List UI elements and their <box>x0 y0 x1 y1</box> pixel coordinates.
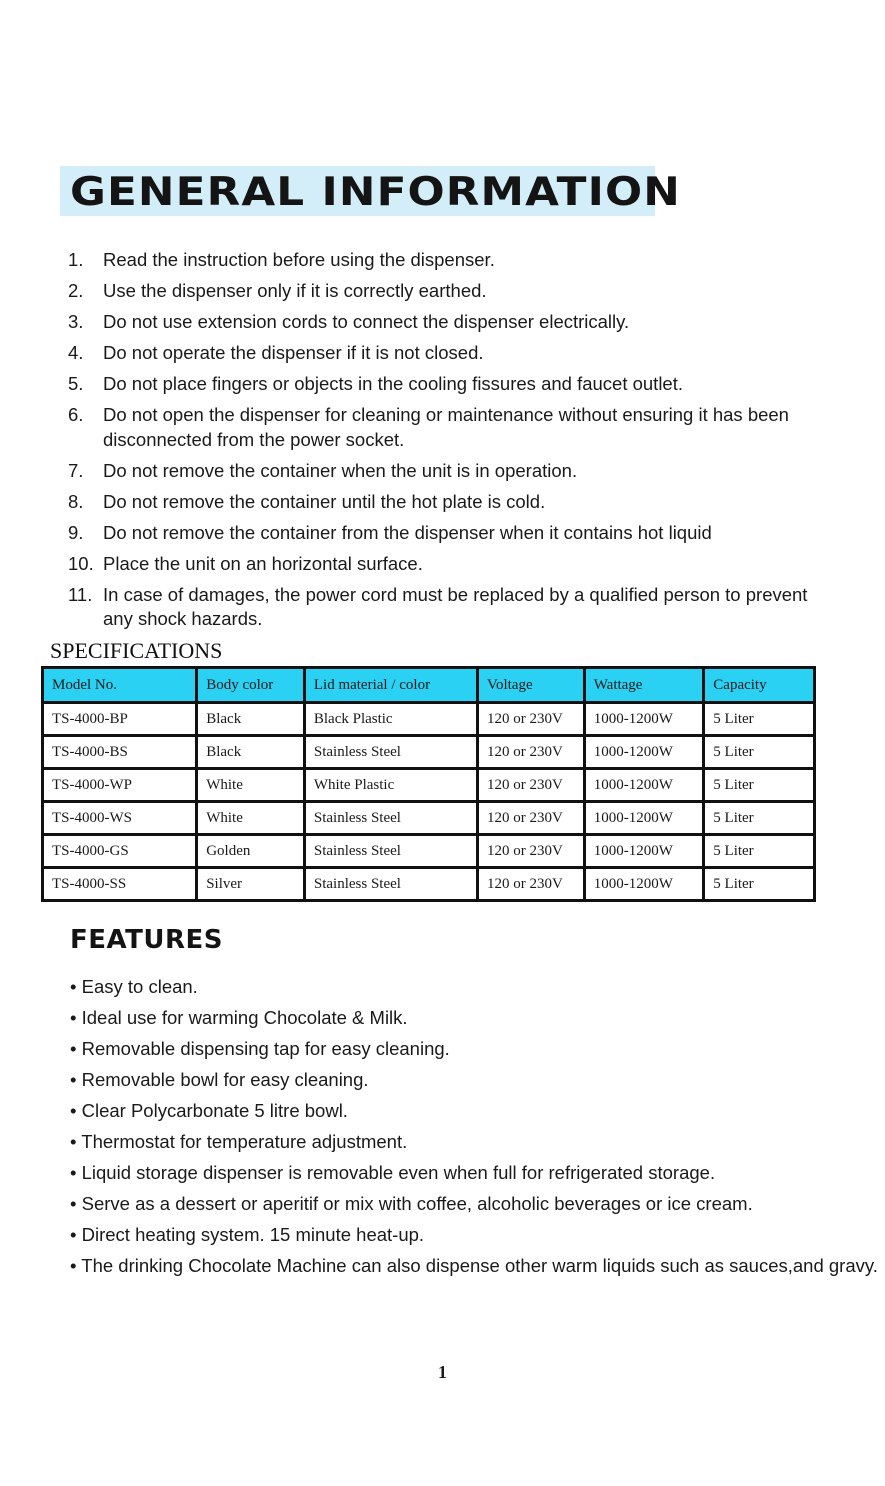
table-cell: 120 or 230V <box>478 703 585 736</box>
list-item <box>68 248 838 273</box>
item-number: 8. <box>68 490 84 512</box>
instruction-list <box>68 248 838 638</box>
item-number: 5. <box>68 373 84 394</box>
table-cell: 120 or 230V <box>478 802 585 835</box>
item-text: Do not remove the container from the dispenser when it contains hot liquid <box>103 521 712 543</box>
column-header: Wattage <box>584 668 704 703</box>
table-cell: 120 or 230V <box>478 769 585 802</box>
item-text: Use the dispenser only if it is correctly earthed. <box>103 280 487 301</box>
table-cell: 5 Liter <box>704 769 815 802</box>
table-row <box>43 802 815 835</box>
list-item <box>68 279 838 304</box>
table-cell: Stainless Steel <box>304 802 477 835</box>
list-item <box>68 459 838 484</box>
column-header: Capacity <box>704 668 815 703</box>
list-item: • Serve as a dessert or aperitif or mix with coffee, alcoholic beverages or ice cream. <box>70 1193 753 1214</box>
list-item <box>68 372 838 397</box>
table-cell: 1000-1200W <box>584 736 704 769</box>
list-item: • The drinking Chocolate Machine can also dispense other warm liquids such as sauces,and gravy. <box>70 1255 878 1276</box>
list-item: • Thermostat for temperature adjustment. <box>70 1131 408 1152</box>
item-text: In case of damages, the power cord must be replaced by a qualified person to prevent any shock hazards. <box>103 583 808 629</box>
column-header: Body color <box>197 668 305 703</box>
table-row <box>43 736 815 769</box>
table-cell: 1000-1200W <box>584 868 704 901</box>
table-cell: 5 Liter <box>704 868 815 901</box>
table-row <box>43 769 815 802</box>
list-item <box>68 552 838 577</box>
page-number: 1 <box>438 1362 447 1382</box>
list-item: • Removable dispensing tap for easy cleaning. <box>70 1038 450 1059</box>
page-title: GENERAL INFORMATION <box>70 170 681 215</box>
list-item: • Direct heating system. 15 minute heat-up. <box>70 1224 425 1245</box>
list-item: • Ideal use for warming Chocolate & Milk. <box>70 1007 408 1028</box>
table-cell: 120 or 230V <box>478 736 585 769</box>
item-number: 11. <box>68 583 93 605</box>
column-header: Lid material / color <box>304 668 477 703</box>
table-cell: White <box>197 802 305 835</box>
item-text: Do not remove the container when the unit is in operation. <box>103 459 578 481</box>
table-cell: 5 Liter <box>704 802 815 835</box>
table-cell: 5 Liter <box>704 736 815 769</box>
item-number: 9. <box>68 521 84 543</box>
features-heading: FEATURES <box>70 925 223 955</box>
table-cell: TS-4000-SS <box>43 868 197 901</box>
table-cell: White <box>197 769 305 802</box>
table-cell: TS-4000-WS <box>43 802 197 835</box>
table-cell: Stainless Steel <box>304 736 477 769</box>
list-item: • Clear Polycarbonate 5 litre bowl. <box>70 1100 348 1121</box>
table-cell: 5 Liter <box>704 835 815 868</box>
column-header: Voltage <box>478 668 585 703</box>
list-item: • Removable bowl for easy cleaning. <box>70 1069 369 1090</box>
table-cell: 1000-1200W <box>584 703 704 736</box>
table-header-row <box>43 668 815 703</box>
table-row <box>43 835 815 868</box>
features-list <box>70 975 878 1285</box>
list-item <box>68 521 838 546</box>
specifications-heading: SPECIFICATIONS <box>50 638 223 663</box>
item-text: Do not open the dispenser for cleaning or maintenance without ensuring it has been disconnected from the power socket. <box>103 404 789 450</box>
table-cell: Black Plastic <box>304 703 477 736</box>
item-number: 7. <box>68 459 84 481</box>
list-item <box>68 310 838 335</box>
list-item <box>68 403 838 452</box>
table-cell: TS-4000-GS <box>43 835 197 868</box>
item-number: 4. <box>68 342 84 363</box>
list-item <box>68 583 838 632</box>
table-cell: Black <box>197 703 305 736</box>
list-item: • Easy to clean. <box>70 976 198 997</box>
table-cell: 1000-1200W <box>584 769 704 802</box>
table-cell: Silver <box>197 868 305 901</box>
item-number: 1. <box>68 249 84 270</box>
table-cell: Stainless Steel <box>304 835 477 868</box>
table-cell: White Plastic <box>304 769 477 802</box>
item-number: 6. <box>68 404 84 425</box>
table-cell: 5 Liter <box>704 703 815 736</box>
item-text: Do not remove the container until the hot plate is cold. <box>103 490 546 512</box>
table-cell: TS-4000-BP <box>43 703 197 736</box>
table-cell: Golden <box>197 835 305 868</box>
item-text: Do not operate the dispenser if it is not closed. <box>103 342 484 363</box>
table-row <box>43 703 815 736</box>
list-item <box>68 490 838 515</box>
item-text: Do not place fingers or objects in the cooling fissures and faucet outlet. <box>103 373 684 394</box>
table-cell: 120 or 230V <box>478 868 585 901</box>
table-row <box>43 868 815 901</box>
table-cell: 1000-1200W <box>584 802 704 835</box>
item-text: Place the unit on an horizontal surface. <box>103 552 423 574</box>
item-number: 10. <box>68 552 94 574</box>
column-header: Model No. <box>43 668 197 703</box>
table-cell: Black <box>197 736 305 769</box>
list-item: • Liquid storage dispenser is removable even when full for refrigerated storage. <box>70 1162 716 1183</box>
specifications-table <box>41 666 816 902</box>
item-text: Read the instruction before using the dispenser. <box>103 249 495 270</box>
list-item <box>68 341 838 366</box>
item-text: Do not use extension cords to connect the dispenser electrically. <box>103 311 630 332</box>
table-cell: Stainless Steel <box>304 868 477 901</box>
table-cell: TS-4000-WP <box>43 769 197 802</box>
table-cell: TS-4000-BS <box>43 736 197 769</box>
item-number: 3. <box>68 311 84 332</box>
table-cell: 120 or 230V <box>478 835 585 868</box>
table-cell: 1000-1200W <box>584 835 704 868</box>
item-number: 2. <box>68 280 84 301</box>
